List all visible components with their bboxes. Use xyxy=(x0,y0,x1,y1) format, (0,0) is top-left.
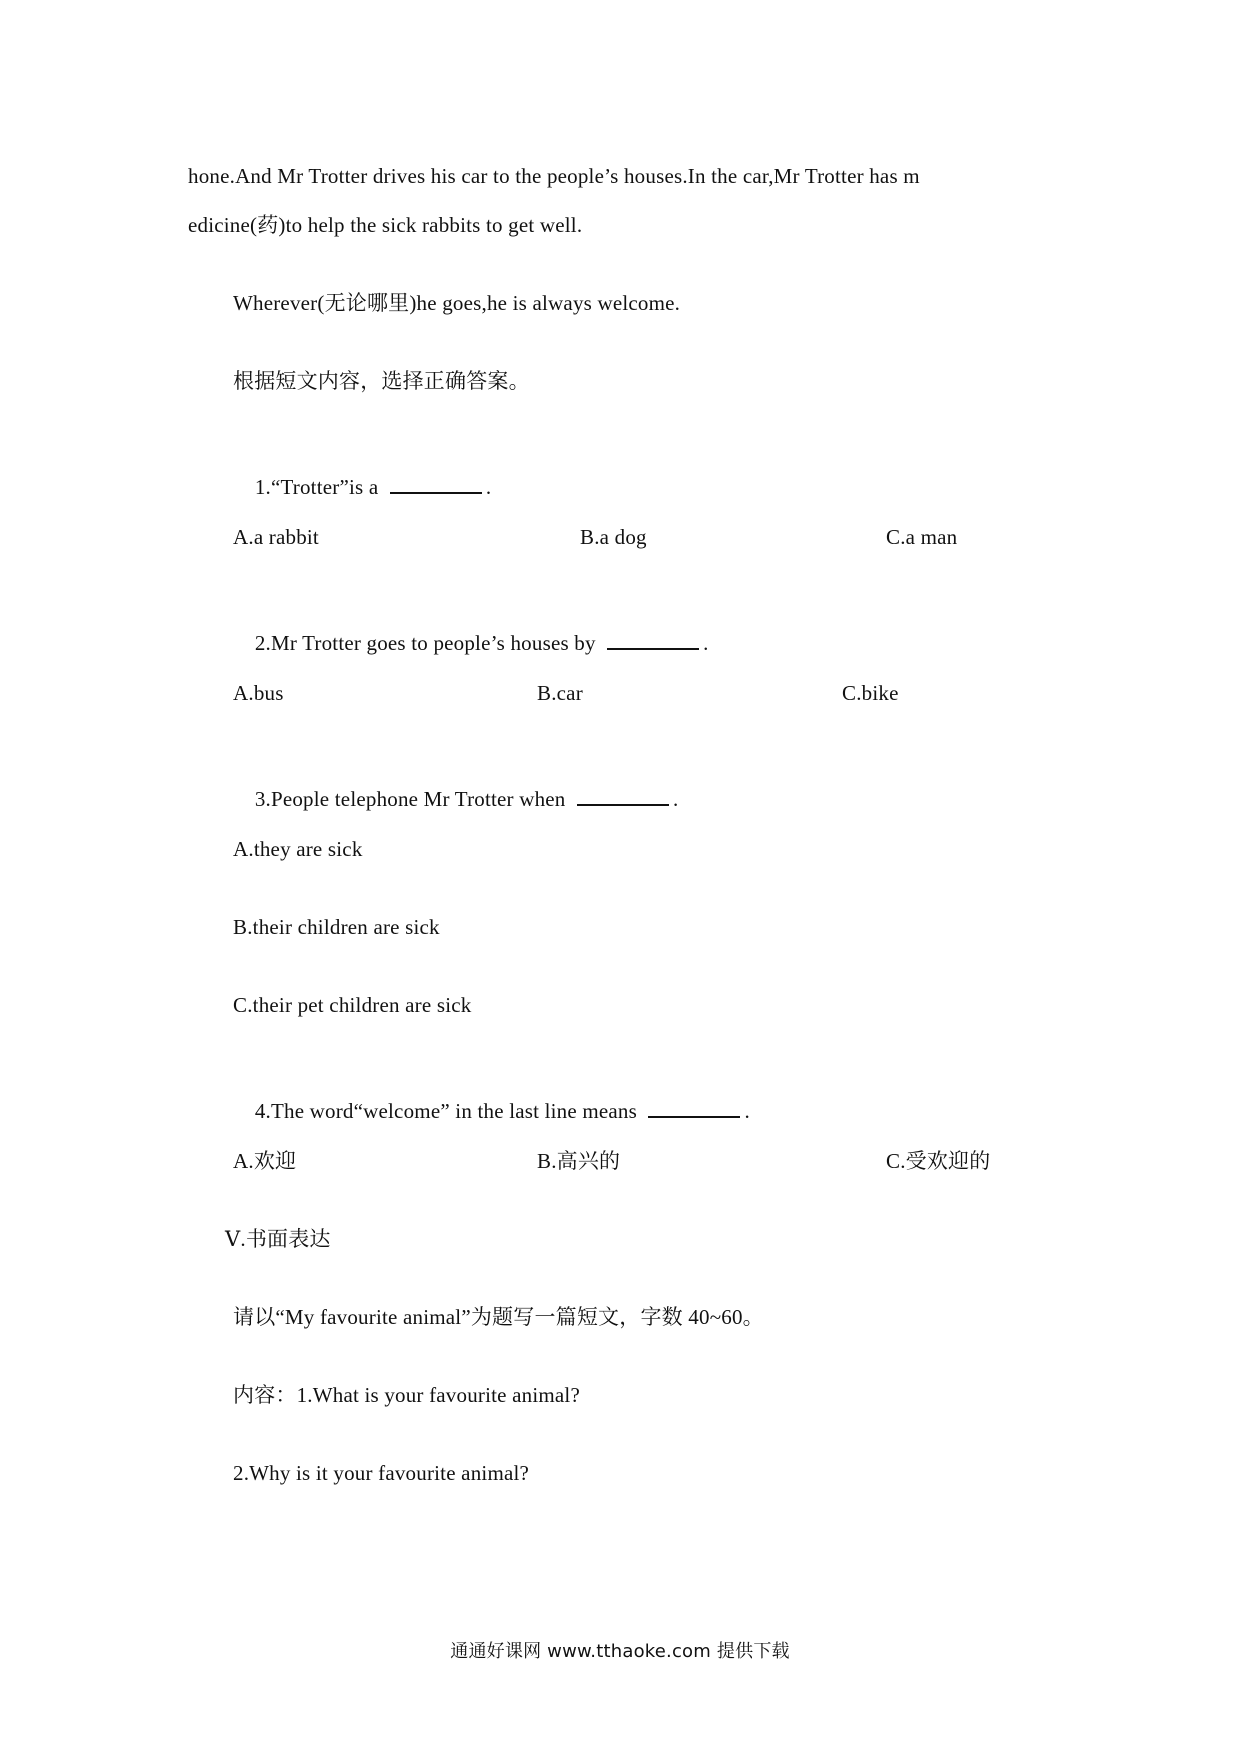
answer-blank xyxy=(607,630,699,650)
passage-line-1: hone.And Mr Trotter drives his car to the people’s houses.In the car,Mr Trotter has m xyxy=(188,164,920,188)
writing-content-2: 2.Why is it your favourite animal? xyxy=(233,1461,530,1485)
section-heading: Ⅴ.书面表达 xyxy=(225,1227,331,1251)
question-3 xyxy=(233,757,678,841)
answer-blank xyxy=(390,474,482,494)
writing-prompt: 请以“My favourite animal”为题写一篇短文，字数 40~60。 xyxy=(233,1305,764,1329)
question-4-option-c: C.受欢迎的 xyxy=(886,1149,991,1173)
question-3-option-b: B.their children are sick xyxy=(233,915,440,939)
answer-blank xyxy=(648,1098,740,1118)
question-1-stem: 1.“Trotter”is a xyxy=(254,475,384,499)
question-2-option-b: B.car xyxy=(537,681,583,705)
question-3-option-c: C.their pet children are sick xyxy=(233,993,472,1017)
writing-content-1: 内容：1.What is your favourite animal? xyxy=(233,1383,580,1407)
question-2-stem: 2.Mr Trotter goes to people’s houses by xyxy=(254,631,602,655)
page-footer: 通通好课网 www.tthaoke.com 提供下载 xyxy=(450,1641,790,1662)
question-1-end: . xyxy=(485,475,492,499)
instruction-text: 根据短文内容，选择正确答案。 xyxy=(233,369,530,393)
question-4-option-a: A.欢迎 xyxy=(233,1149,297,1173)
question-3-stem: 3.People telephone Mr Trotter when xyxy=(254,787,571,811)
question-4 xyxy=(233,1069,750,1153)
question-2-option-a: A.bus xyxy=(233,681,284,705)
question-1-option-a: A.a rabbit xyxy=(233,525,319,549)
question-3-option-a: A.they are sick xyxy=(233,837,363,861)
question-3-end: . xyxy=(672,787,679,811)
question-2-option-c: C.bike xyxy=(842,681,899,705)
answer-blank xyxy=(577,786,669,806)
question-2 xyxy=(233,601,709,685)
question-1 xyxy=(233,445,491,529)
question-2-end: . xyxy=(703,631,709,655)
question-1-option-b: B.a dog xyxy=(580,525,647,549)
question-4-stem: 4.The word“welcome” in the last line means xyxy=(254,1099,643,1123)
question-1-option-c: C.a man xyxy=(886,525,958,549)
passage-line-3: Wherever(无论哪里)he goes,he is always welcome. xyxy=(233,291,681,315)
question-4-end: . xyxy=(744,1099,750,1123)
passage-line-2: edicine(药)to help the sick rabbits to get well. xyxy=(188,213,583,237)
question-4-option-b: B.高兴的 xyxy=(537,1149,621,1173)
